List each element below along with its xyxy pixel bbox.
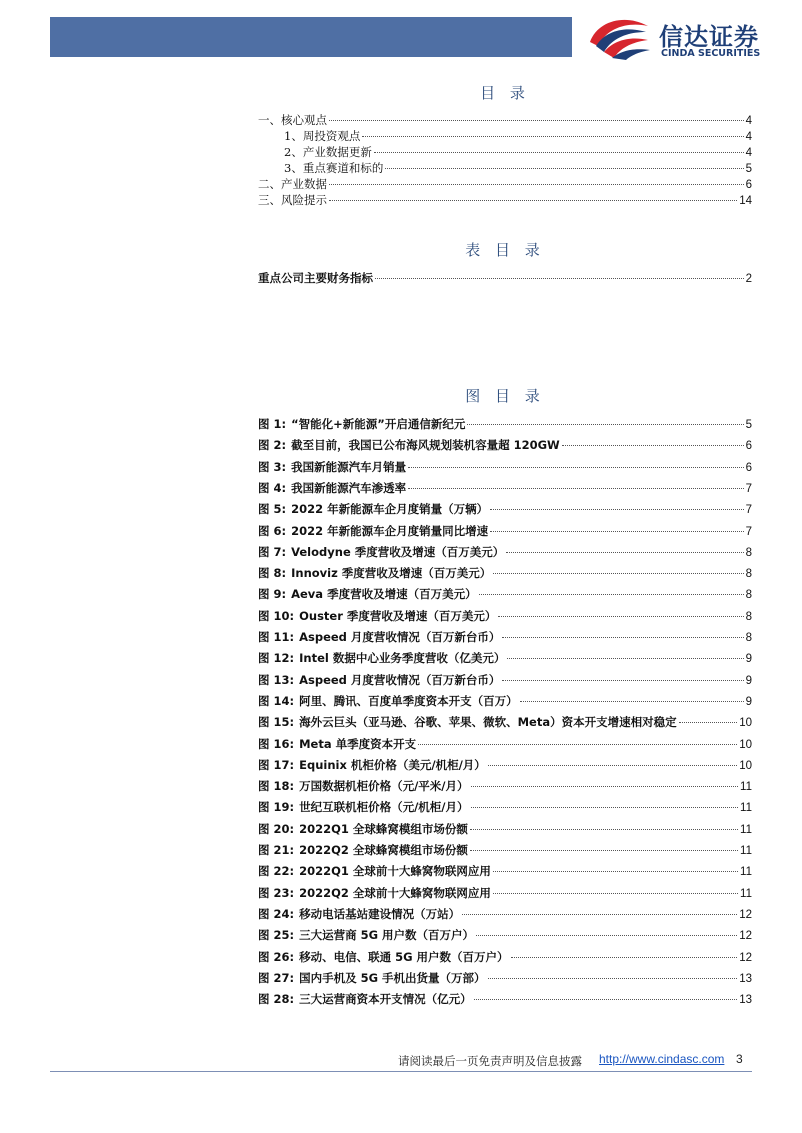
dot-leader [374,152,744,153]
figure-list-title: 图 目 录 [465,387,545,405]
cinda-logo-icon [586,16,654,60]
entry-label: Innoviz 季度营收及增速（百万美元） [291,566,492,581]
dot-leader [474,999,738,1000]
figure-number: 图 1: [258,417,287,431]
entry-label: 三大运营商资本开支情况（亿元） [299,992,472,1007]
figure-entry[interactable] [258,949,752,965]
figure-number: 图 28: [258,992,295,1007]
figure-number: 图 25: [258,928,295,943]
figure-entry[interactable] [258,650,752,666]
figure-number: 图 2: [258,438,287,453]
figure-number: 图 15: [258,715,295,730]
figure-number: 图 13: [258,672,295,687]
figure-number: 图 10: [258,608,295,623]
entry-page-number: 2 [745,273,752,285]
figure-number: 图 9: [258,587,287,602]
toc-entry[interactable] [284,160,752,176]
figure-number: 图 24: [258,906,295,921]
figure-entry[interactable] [258,565,752,581]
entry-label: 国内手机及 5G 手机出货量（万部） [299,970,486,985]
entry-label: 世纪互联机柜价格（元/机柜/月） [299,800,469,815]
dot-leader [329,200,737,201]
figure-number: 图 19: [258,800,295,815]
entry-label: Meta 单季度资本开支 [299,736,417,751]
dot-leader [498,616,743,617]
entry-label: Aspeed 月度营收情况（百万新台币） [299,672,501,687]
dot-leader [476,935,737,936]
entry-label: “智能化+新能源”开启通信新纪元 [291,417,466,431]
figure-entry[interactable] [258,970,752,986]
entry-label: 2022Q1 全球蜂窝模组市场份额 [299,821,468,836]
figure-number: 图 12: [258,651,295,666]
dot-leader [462,914,737,915]
dot-leader [470,850,738,851]
dot-leader [329,184,744,185]
figure-entry[interactable] [258,672,752,688]
entry-label: Equinix 机柜价格（美元/机柜/月） [299,757,486,772]
dot-leader [418,744,737,745]
figure-entry[interactable] [258,799,752,815]
entry-label: 1、周投资观点 [284,129,361,143]
dot-leader [408,467,743,468]
entry-page-number: 8 [745,610,752,623]
entry-page-number: 6 [745,179,752,191]
table-list-title: 表 目 录 [465,241,545,259]
entry-page-number: 10 [739,738,752,751]
entry-label: 万国数据机柜价格（元/平米/月） [299,779,469,794]
figure-entry[interactable] [258,906,752,922]
figure-entry[interactable] [258,842,752,858]
figure-entry[interactable] [258,821,752,837]
entry-page-number: 8 [745,546,752,559]
entry-label: 2022Q1 全球前十大蜂窝物联网应用 [299,864,491,879]
figure-number: 图 22: [258,864,295,879]
dot-leader [490,531,743,532]
entry-label: 阿里、腾讯、百度单季度资本开支（百万） [299,693,518,708]
entry-page-number: 7 [745,482,752,495]
logo-chinese-name: 信达证券 [659,23,759,51]
entry-label: 重点公司主要财务指标 [258,271,373,285]
dot-leader [493,871,738,872]
entry-label: 一、核心观点 [258,113,327,127]
figure-entry[interactable] [258,523,752,539]
dot-leader [471,786,739,787]
entry-page-number: 4 [745,131,752,143]
entry-label: 2022 年新能源车企月度销量（万辆） [291,502,489,517]
figure-entry[interactable] [258,778,752,794]
entry-label: Intel 数据中心业务季度营收（亿美元） [299,651,506,666]
footer-page-number: 3 [736,1052,743,1066]
figure-entry[interactable] [258,927,752,943]
figure-number: 图 21: [258,843,295,857]
entry-page-number: 9 [745,695,752,708]
figure-number: 图 11: [258,630,295,644]
figure-number: 图 27: [258,970,295,985]
figure-entry[interactable] [258,736,752,752]
logo-english-name: CINDA SECURITIES [661,48,761,59]
toc-entry[interactable] [284,144,752,160]
entry-page-number: 11 [740,823,752,836]
entry-label: 2、产业数据更新 [284,145,372,159]
entry-page-number: 6 [745,440,752,453]
figure-entry[interactable] [258,544,752,560]
entry-page-number: 6 [745,461,752,474]
entry-page-number: 10 [739,717,752,730]
table-entry[interactable] [258,270,752,286]
toc-entry[interactable] [258,176,752,192]
entry-page-number: 5 [745,163,752,175]
footer-disclaimer: 请阅读最后一页免责声明及信息披露 [398,1054,582,1068]
entry-page-number: 11 [740,866,752,879]
dot-leader [471,807,739,808]
dot-leader [362,136,743,137]
entry-page-number: 8 [745,589,752,602]
figure-number: 图 20: [258,821,295,836]
entry-label: 2022Q2 全球前十大蜂窝物联网应用 [299,885,491,900]
entry-page-number: 8 [745,568,752,581]
dot-leader [408,488,743,489]
dot-leader [502,637,743,638]
entry-page-number: 11 [740,887,752,900]
dot-leader [502,680,743,681]
entry-page-number: 13 [739,972,752,985]
figure-number: 图 4: [258,480,287,495]
entry-page-number: 9 [745,653,752,666]
entry-label: 移动电话基站建设情况（万站） [299,906,461,921]
dot-leader [488,978,738,979]
footer-website-link[interactable]: http://www.cindasc.com [599,1052,725,1066]
figure-entry[interactable] [258,501,752,517]
entry-label: Ouster 季度营收及增速（百万美元） [299,608,497,623]
toc-entry[interactable] [258,192,752,208]
figure-entry[interactable] [258,416,752,432]
entry-label: 移动、电信、联通 5G 用户数（百万户） [299,949,509,964]
header-bar [50,17,572,57]
entry-page-number: 5 [745,419,752,431]
dot-leader [506,552,743,553]
dot-leader [490,509,743,510]
toc-title: 目 录 [480,84,530,102]
figure-entry[interactable] [258,714,752,730]
figure-number: 图 3: [258,459,287,474]
entry-label: Aeva 季度营收及增速（百万美元） [291,587,477,602]
toc-entry[interactable] [284,128,752,144]
entry-page-number: 14 [739,195,752,207]
dot-leader [679,722,738,723]
entry-label: 我国新能源汽车渗透率 [291,480,407,495]
entry-page-number: 10 [739,759,752,772]
dot-leader [511,957,738,958]
figure-number: 图 23: [258,885,295,900]
figure-number: 图 6: [258,523,287,538]
figure-entry[interactable] [258,608,752,624]
figure-entry[interactable] [258,863,752,879]
entry-label: 3、重点赛道和标的 [284,161,384,175]
figure-entry[interactable] [258,991,752,1007]
toc-entry[interactable] [258,112,752,128]
dot-leader [493,893,738,894]
cinda-logo [586,16,786,60]
entry-label: 2022Q2 全球蜂窝模组市场份额 [299,843,468,857]
dot-leader [507,658,743,659]
figure-number: 图 16: [258,736,295,751]
entry-page-number: 4 [745,115,752,127]
dot-leader [329,120,744,121]
dot-leader [488,765,737,766]
figure-number: 图 14: [258,693,295,708]
figure-entry[interactable] [258,757,752,773]
figure-entry[interactable] [258,480,752,496]
dot-leader [385,168,743,169]
figure-entry[interactable] [258,459,752,475]
figure-number: 图 18: [258,779,295,794]
entry-page-number: 7 [745,525,752,538]
entry-page-number: 9 [745,674,752,687]
entry-label: 截至目前，我国已公布海风规划装机容量超 120GW [291,438,560,453]
dot-leader [467,424,743,425]
figure-entry[interactable] [258,437,752,453]
entry-page-number: 11 [740,845,752,857]
entry-label: 二、产业数据 [258,177,327,191]
entry-label: 海外云巨头（亚马逊、谷歌、苹果、微软、Meta）资本开支增速相对稳定 [299,715,677,730]
entry-page-number: 11 [740,781,752,794]
entry-page-number: 13 [739,994,752,1007]
figure-number: 图 17: [258,757,295,772]
figure-entry[interactable] [258,586,752,602]
entry-label: Velodyne 季度营收及增速（百万美元） [291,544,505,559]
figure-entry[interactable] [258,693,752,709]
dot-leader [375,278,744,279]
entry-label: 2022 年新能源车企月度销量同比增速 [291,523,489,538]
entry-label: 三、风险提示 [258,193,327,207]
entry-label: Aspeed 月度营收情况（百万新台币） [299,630,501,644]
entry-label: 我国新能源汽车月销量 [291,459,407,474]
figure-number: 图 7: [258,544,287,559]
entry-label: 三大运营商 5G 用户数（百万户） [299,928,475,943]
figure-entry[interactable] [258,885,752,901]
figure-number: 图 8: [258,566,287,581]
entry-page-number: 7 [745,504,752,517]
dot-leader [479,594,744,595]
entry-page-number: 12 [739,930,752,943]
entry-page-number: 4 [745,147,752,159]
footer-divider [50,1071,752,1072]
entry-page-number: 8 [745,632,752,644]
figure-number: 图 26: [258,949,295,964]
figure-number: 图 5: [258,502,287,517]
figure-entry[interactable] [258,629,752,645]
entry-page-number: 12 [739,908,752,921]
dot-leader [520,701,744,702]
dot-leader [470,829,738,830]
entry-page-number: 11 [740,802,752,815]
entry-page-number: 12 [739,951,752,964]
dot-leader [562,445,744,446]
dot-leader [493,573,743,574]
